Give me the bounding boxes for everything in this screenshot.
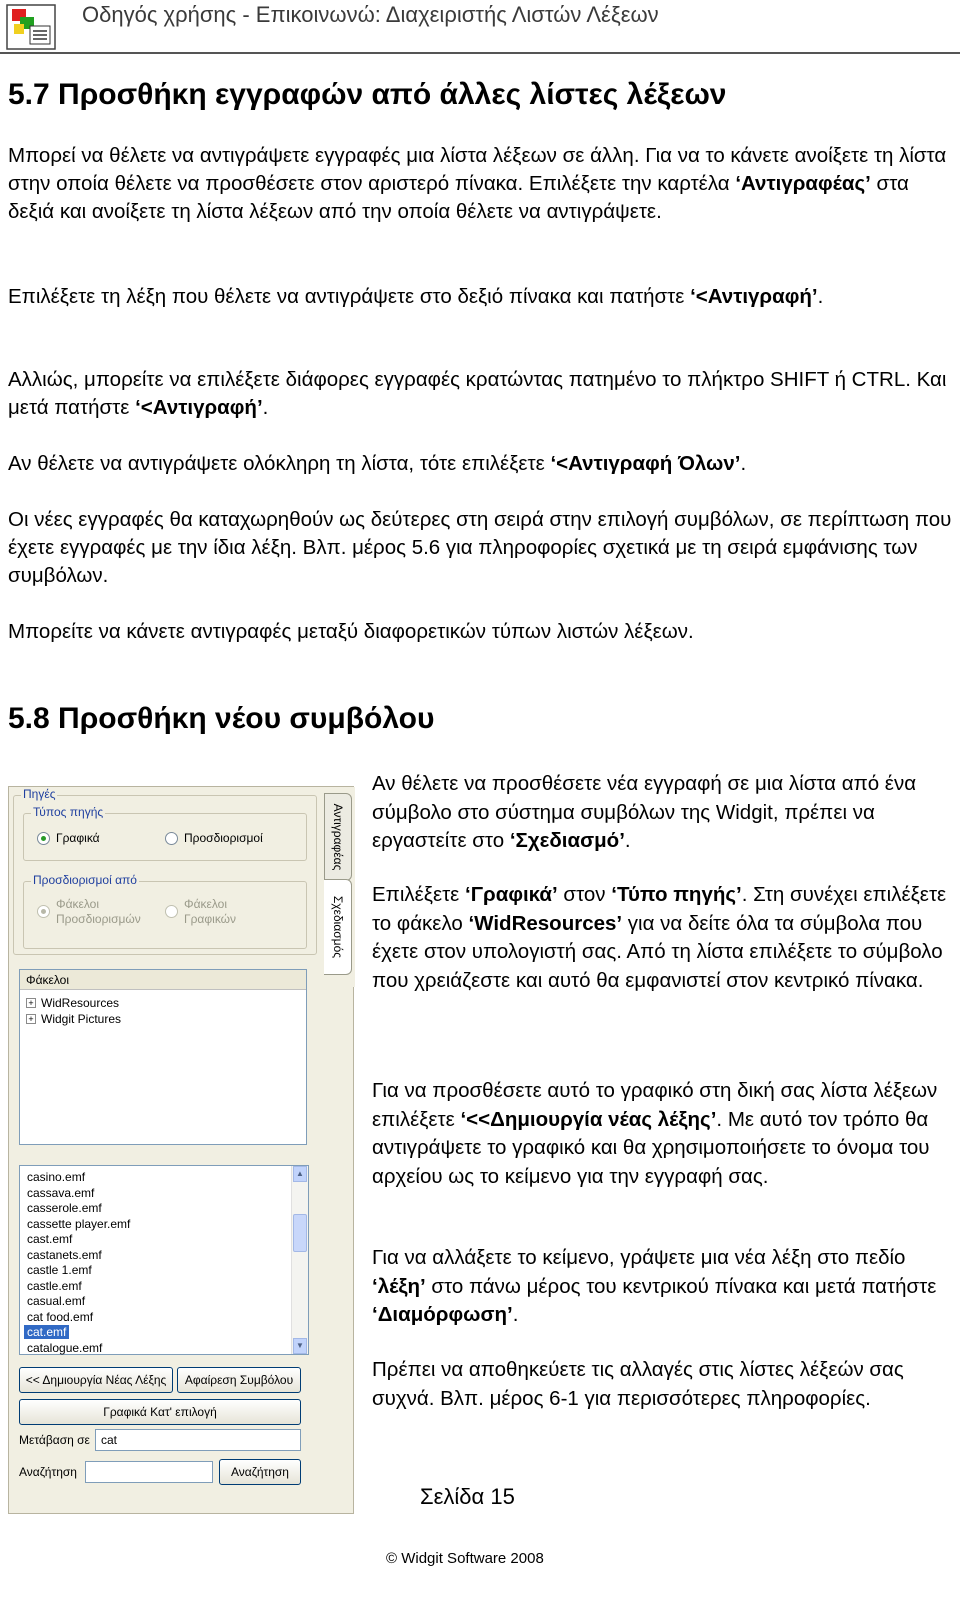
expand-icon[interactable]: + [26, 998, 36, 1008]
expand-icon[interactable]: + [26, 1014, 36, 1024]
tree-item-widresources[interactable]: + WidResources [26, 996, 119, 1010]
section-5-8-paragraph-1: Αν θέλετε να προσθέσετε νέα εγγραφή σε μια λίστα από ένα σύμβολο στο σύστημα συμβόλων της Widgit, πρέπει να εργαστείτε στο ‘Σχεδιασμό’. [372, 772, 917, 852]
section-5-7-paragraph-6: Μπορείτε να κάνετε αντιγραφές μεταξύ διαφορετικών τύπων λιστών λέξεων. [8, 620, 694, 643]
goto-input[interactable]: cat [95, 1429, 301, 1451]
graphics-choice-button[interactable]: Γραφικά Κατ' επιλογή [19, 1399, 301, 1425]
radio-dot [165, 832, 178, 845]
radio-folders-graphics[interactable]: Φάκελοι Γραφικών [165, 897, 244, 927]
section-5-7-paragraph-4: Αν θέλετε να αντιγράψετε ολόκληρη τη λίστα, τότε επιλέξετε ‘<Αντιγραφή Όλων’. [8, 452, 747, 475]
section-5-7-paragraph-3: Αλλιώς, μπορείτε να επιλέξετε διάφορες εγγραφές κρατώντας πατημένο το πλήκτρο SHIFT ή CTRL. Και μετά πατήστε ‘<Αντιγραφή’. [8, 368, 947, 419]
sources-legend: Πηγές [23, 787, 56, 801]
search-input[interactable] [85, 1461, 213, 1483]
scroll-down-icon[interactable]: ▼ [293, 1338, 307, 1354]
tab-copier[interactable]: Αντιγραφέας [324, 793, 352, 881]
section-5-7-title: 5.7 Προσθήκη εγγραφών από άλλες λίστες λέξεων [8, 78, 727, 111]
section-5-7-paragraph-5: Οι νέες εγγραφές θα καταχωρηθούν ως δεύτερες στη σειρά στην επιλογή συμβόλων, σε περίπτωση που έχετε εγγραφές με την ίδια λέξη. Βλπ. μέρος 5.6 για πληροφορίες σχετικά με τη σειρά εμφάνισης των συμβόλων. [8, 508, 952, 587]
list-item-selected[interactable]: cat.emf [24, 1325, 69, 1339]
header-title: Οδηγός χρήσης - Επικοινωνώ: Διαχειριστής Λιστών Λέξεων [82, 2, 659, 27]
section-5-8-paragraph-4: Για να αλλάξετε το κείμενο, γράψετε μια νέα λέξη στο πεδίο ‘λέξη’ στο πάνω μέρος του κεντρικού πίνακα και μετά πατήστε ‘Διαμόρφωση’. [372, 1246, 937, 1326]
vertical-tabstrip [323, 787, 355, 987]
list-item[interactable]: castle 1.emf [27, 1263, 92, 1277]
page-number: Σελίδα 15 [420, 1484, 515, 1509]
source-type-legend: Τύπος πηγής [33, 805, 104, 819]
file-list-scrollbar[interactable] [291, 1166, 308, 1354]
tree-item-widgit-pictures[interactable]: + Widgit Pictures [26, 1012, 121, 1026]
goto-label: Μετάβαση σε [19, 1433, 90, 1447]
radio-defined[interactable]: Προσδιορισμοί [165, 831, 263, 845]
page-header [0, 0, 960, 62]
radio-dot-checked [37, 905, 50, 918]
search-button[interactable]: Αναζήτηση [219, 1459, 301, 1485]
copyright: © Widgit Software 2008 [386, 1550, 544, 1567]
list-item[interactable]: catalogue.emf [27, 1340, 103, 1355]
list-item[interactable]: cat food.emf [27, 1309, 94, 1324]
list-item[interactable]: casual.emf [27, 1294, 86, 1308]
section-5-8-paragraph-3: Για να προσθέσετε αυτό το γραφικό στη δική σας λίστα λέξεων επιλέξετε ‘<<Δημιουργία νέας λέξης’. Με αυτό τον τρόπο θα αντιγράψετε το γραφικό και θα χρησιμοποιήσετε το όνομα του αρχείου ως το κείμενο για την εγγραφή σας. [372, 1079, 938, 1188]
section-5-8-paragraph-2: Επιλέξετε ‘Γραφικά’ στον ‘Τύπο πηγής’. Στη συνέχει επιλέξετε το φάκελο ‘WidResources’ για να δείτε όλα τα σύμβολα που έχετε στον υπολογιστή σας. Από τη λίστα επιλέξετε το σύμβολο που χρειάζεστε και αυτό θα εμφανιστεί στον κεντρικό πίνακα. [372, 883, 947, 992]
list-item[interactable]: cast.emf [27, 1232, 73, 1246]
search-label: Αναζήτηση [19, 1465, 77, 1479]
list-item[interactable]: castanets.emf [27, 1247, 102, 1262]
folders-header: Φάκελοι [20, 970, 306, 990]
scroll-thumb[interactable] [293, 1214, 307, 1252]
list-item[interactable]: castle.emf [27, 1278, 82, 1293]
folder-tree[interactable] [19, 969, 307, 1145]
list-item[interactable]: cassava.emf [27, 1185, 95, 1200]
widgit-logo-icon [6, 4, 56, 50]
scroll-up-icon[interactable]: ▲ [293, 1166, 307, 1182]
list-item[interactable]: cassette player.emf [27, 1216, 131, 1231]
radio-folders-defined[interactable]: Φάκελοι Προσδιορισμών [37, 897, 126, 927]
defined-from-legend: Προσδιορισμοί από [33, 873, 137, 887]
section-5-8-title: 5.8 Προσθήκη νέου συμβόλου [8, 702, 435, 735]
symbol-source-panel [8, 786, 354, 1514]
section-5-8-paragraph-5: Πρέπει να αποθηκεύετε τις αλλαγές στις λίστες λέξεών σας συχνά. Βλπ. μέρος 6-1 για περισσότερες πληροφορίες. [372, 1358, 904, 1410]
header-divider [0, 52, 960, 54]
section-5-7-paragraph-2: Επιλέξετε τη λέξη που θέλετε να αντιγράψετε στο δεξιό πίνακα και πατήστε ‘<Αντιγραφή’. [8, 285, 824, 308]
list-item[interactable]: casserole.emf [27, 1201, 102, 1215]
radio-dot-checked [37, 832, 50, 845]
tab-design[interactable]: Σχεδιασμός [324, 879, 352, 975]
section-5-7-paragraph-1: Μπορεί να θέλετε να αντιγράψετε εγγραφές μια λίστα λέξεων σε άλλη. Για να το κάνετε ανοίξετε τη λίστα στην οποία θέλετε να προσθέσετε στον αριστερό πίνακα. Επιλέξετε την καρτέλα ‘Αντιγραφέας’ στα δεξιά και ανοίξετε τη λίστα λέξεων από την οποία θέλετε να αντιγράψετε. [8, 144, 947, 223]
list-item[interactable]: casino.emf [27, 1170, 86, 1184]
file-list[interactable] [19, 1165, 309, 1355]
radio-dot [165, 905, 178, 918]
create-new-word-button[interactable]: << Δημιουργία Νέας Λέξης [19, 1367, 173, 1393]
remove-symbol-button[interactable]: Αφαίρεση Συμβόλου [177, 1367, 301, 1393]
radio-graphics[interactable]: Γραφικά [37, 831, 100, 845]
